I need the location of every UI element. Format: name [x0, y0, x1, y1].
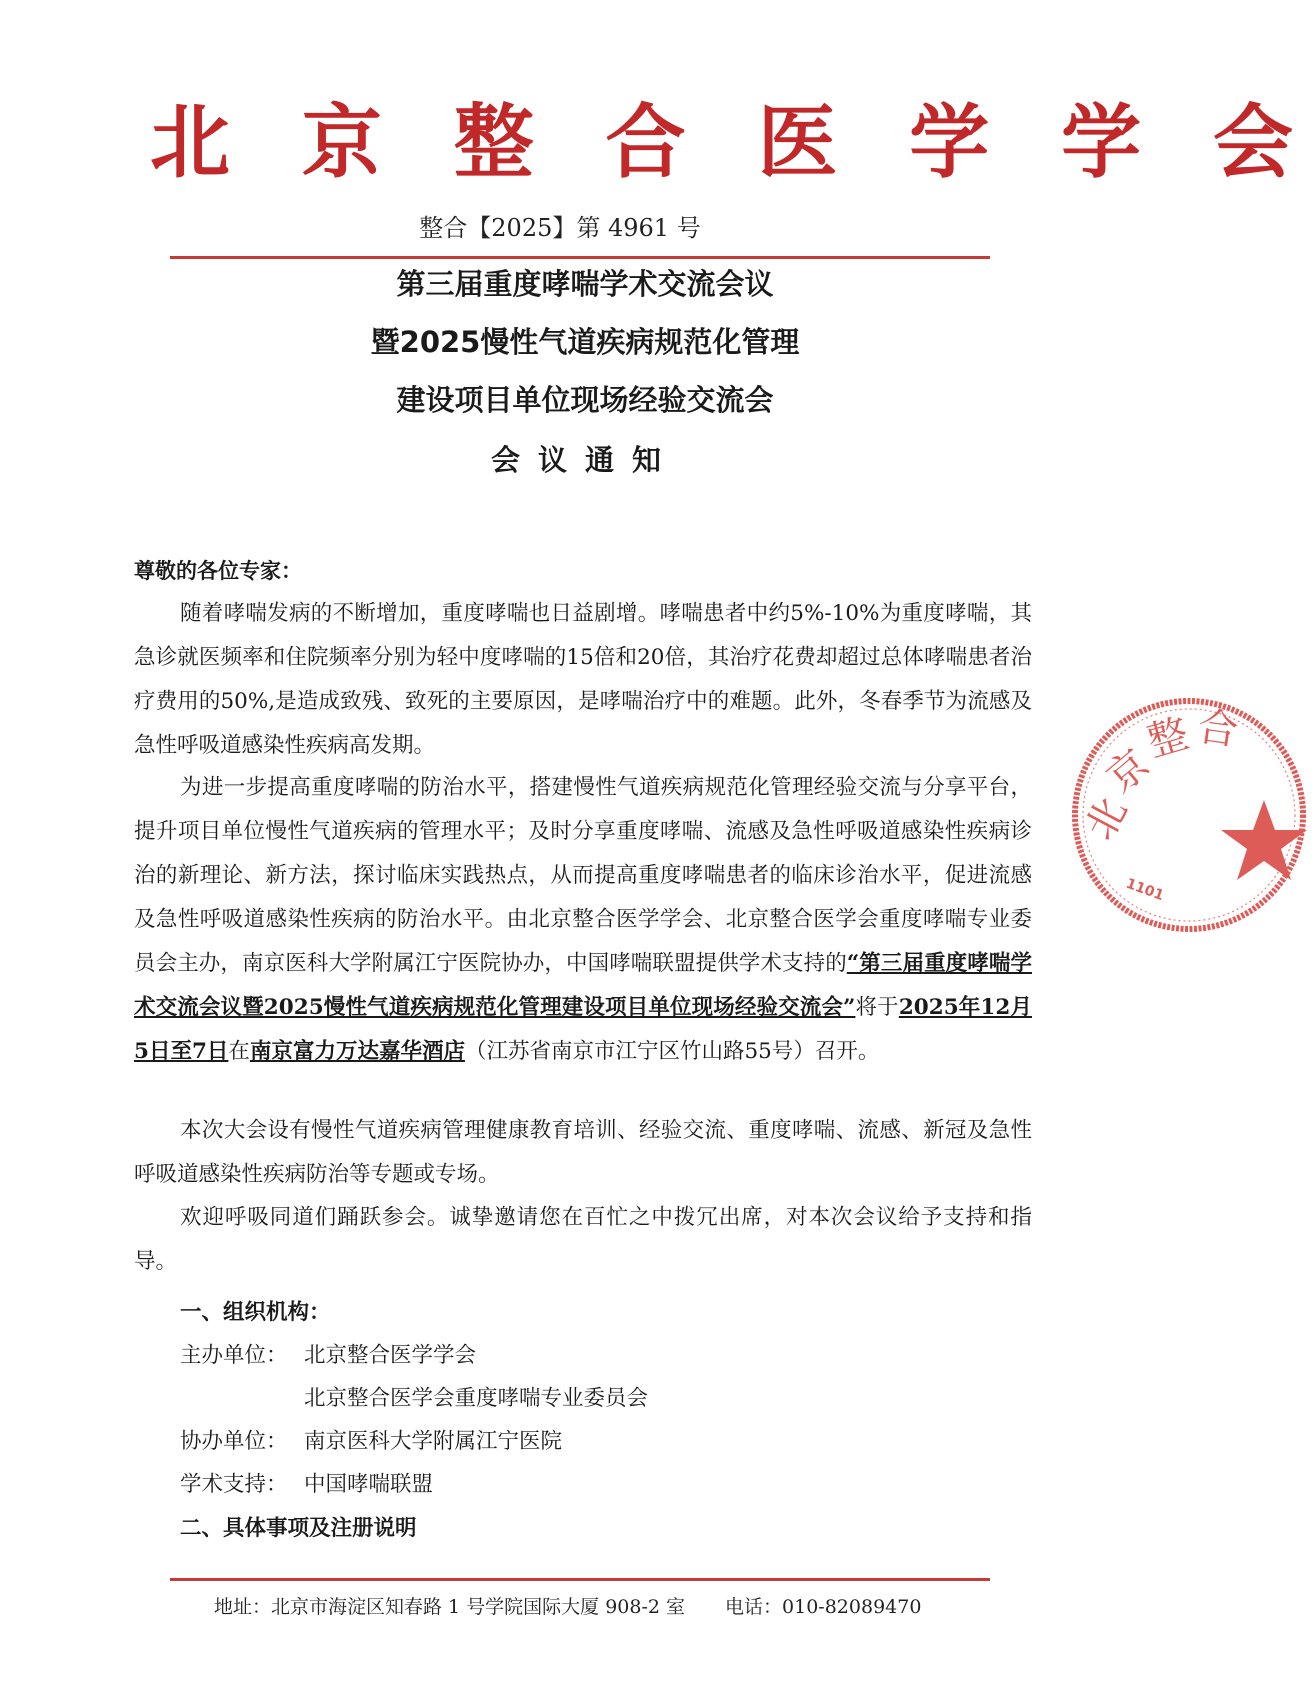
paragraph-1: 随着哮喘发病的不断增加，重度哮喘也日益剧增。哮喘患者中约5%-10%为重度哮喘，其急诊就医频率和住院频率分别为轻中度哮喘的15倍和20倍，其治疗花费却超过总体哮喘患者治疗费用的50%,是造成致残、致死的主要原因，是哮喘治疗中的难题。此外，冬春季节为流感及急性呼吸道感染性疾病高发期。	[134, 601, 1032, 758]
footer	[214, 1592, 921, 1619]
header-divider	[170, 256, 990, 259]
title-line-3: 建设项目单位现场经验交流会	[396, 383, 774, 417]
seal-char-2: 京	[1098, 741, 1159, 802]
title-line-1: 第三届重度哮喘学术交流会议	[396, 267, 774, 301]
seal-star-icon	[1221, 800, 1307, 880]
support-org: 中国哮喘联盟	[304, 1472, 434, 1497]
footer-phone: 电话：010-82089470	[725, 1596, 922, 1618]
letterhead-org-name: 北 京 整 合 医 学 学 会	[150, 96, 1315, 189]
document-number: 整合【2025】第 4961 号	[419, 214, 701, 242]
co-host-org: 南京医科大学附属江宁医院	[304, 1429, 563, 1454]
conference-name: “第三届重度哮喘学术交流会议暨2025慢性气道疾病规范化管理建设项目单位现场经验交流会”	[134, 951, 1032, 1020]
official-seal-stamp	[1064, 690, 1241, 940]
host-org-2: 北京整合医学会重度哮喘专业委员会	[304, 1386, 649, 1411]
seal-char-1: 北	[1077, 790, 1137, 848]
conference-venue: 南京富力万达嘉华酒店	[249, 1039, 465, 1064]
paragraph-4: 欢迎呼吸同道们踊跃参会。诚挚邀请您在百忙之中拨冗出席，对本次会议给予支持和指导。	[134, 1205, 1032, 1274]
seal-code: 1101	[1123, 875, 1166, 905]
title-line-2: 暨2025慢性气道疾病规范化管理	[370, 325, 800, 359]
section-details-title: 二、具体事项及注册说明	[180, 1516, 417, 1541]
paragraph-3: 本次大会设有慢性气道疾病管理健康教育培训、经验交流、重度哮喘、流感、新冠及急性呼吸道感染性疾病防治等专题或专场。	[134, 1118, 1032, 1187]
greeting: 尊敬的各位专家：	[134, 559, 302, 583]
conference-date: 2025年12月5日至7日	[134, 995, 1032, 1064]
host-line	[180, 1338, 476, 1369]
footer-address: 地址：北京市海淀区知春路 1 号学院国际大厦 908-2 室	[214, 1596, 686, 1618]
seal-graphic	[1064, 690, 1314, 940]
footer-divider	[170, 1578, 990, 1581]
co-host-line	[180, 1424, 562, 1455]
support-label: 学术支持：	[180, 1472, 288, 1497]
co-host-label: 协办单位：	[180, 1429, 288, 1454]
seal-char-3: 整	[1142, 710, 1194, 767]
paragraph-2-intro: 为进一步提高重度哮喘的防治水平，搭建慢性气道疾病规范化管理经验交流与分享平台，提升项目单位慢性气道疾病的管理水平；及时分享重度哮喘、流感及急性呼吸道感染性疾病诊治的新理论、新方法，探讨临床实践热点，从而提高重度哮喘患者的临床诊治水平，促进流感及急性呼吸道感染性疾病的防治水平。由北京整合医学学会、北京整合医学会重度哮喘专业委员会主办，南京医科大学附属江宁医院协办，中国哮喘联盟提供学术支持的	[134, 775, 1032, 976]
paragraph-2-will: 将于	[855, 995, 899, 1020]
paragraph-2	[134, 766, 1032, 1074]
host-label: 主办单位：	[180, 1343, 288, 1368]
support-line	[180, 1467, 433, 1498]
title-line-4: 会议通知	[490, 443, 679, 477]
conference-address: （江苏省南京市江宁区竹山路55号）召开。	[464, 1039, 880, 1064]
host-org-1: 北京整合医学学会	[304, 1343, 477, 1368]
paragraph-2-at: 在	[228, 1039, 250, 1064]
section-organization-title: 一、组织机构：	[180, 1300, 331, 1325]
seal-char-4: 合	[1194, 703, 1241, 755]
